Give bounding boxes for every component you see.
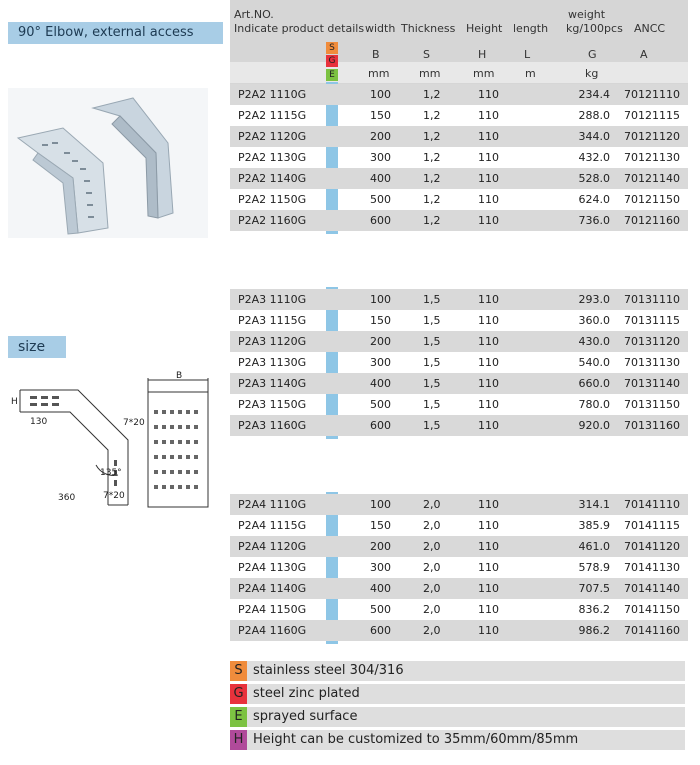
legend-text: stainless steel 304/316: [253, 663, 404, 678]
legend-sprayed: [230, 707, 685, 727]
hdr-sym-h: H: [478, 48, 487, 61]
table-row: P2A4 1110G 100 2,0 110 314.1 70141110: [230, 494, 688, 515]
hdr-sym-b: B: [372, 48, 380, 61]
table-row: P2A3 1115G 150 1,5 110 360.0 70131115: [238, 314, 680, 327]
table-row: P2A2 1160G 600 1,2 110 736.0 70121160: [230, 210, 688, 231]
table-row: P2A2 1115G 150 1,2 110 288.0 70121115: [238, 109, 680, 122]
table-row: P2A4 1115G 150 2,0 110 385.9 70141115: [238, 519, 680, 532]
hdr-art-no: Art.NO.: [234, 8, 274, 21]
hdr-ancc: ANCC: [634, 22, 666, 35]
hdr-indicate: Indicate product details: [234, 22, 365, 35]
legend-badge-h: H: [230, 730, 247, 750]
table-row: P2A4 1130G 300 2,0 110 578.9 70141130: [238, 561, 680, 574]
table-row: P2A2 1130G 300 1,2 110 432.0 70121130: [238, 151, 680, 164]
legend-text: steel zinc plated: [253, 686, 360, 701]
hdr-sym-a: A: [640, 48, 648, 61]
dimension-drawing: [8, 370, 223, 515]
hdr-unit-b: mm: [368, 67, 390, 80]
table-row: P2A2 1150G 500 1,2 110 624.0 70121150: [238, 193, 680, 206]
hdr-thickness: Thickness: [401, 22, 456, 35]
legend-zinc: [230, 684, 685, 704]
table-row: P2A2 1120G 200 1,2 110 344.0 70121120: [230, 126, 688, 147]
legend-stainless: [230, 661, 685, 681]
marker-s: S: [326, 42, 338, 54]
hdr-height: Height: [466, 22, 503, 35]
table-row: P2A4 1160G 600 2,0 110 986.2 70141160: [230, 620, 688, 641]
hdr-sym-g: G: [588, 48, 597, 61]
legend-badge-g: G: [230, 684, 247, 704]
hdr-unit-g: kg: [585, 67, 599, 80]
table-row: P2A3 1130G 300 1,5 110 540.0 70131130: [238, 356, 680, 369]
table-row: P2A2 1140G 400 1,2 110 528.0 70121140: [230, 168, 688, 189]
table-row: P2A3 1110G 100 1,5 110 293.0 70131110: [230, 289, 688, 310]
marker-g: G: [326, 55, 338, 67]
hdr-length: length: [513, 22, 549, 35]
dim-720-bottom-text: 7*20: [103, 491, 125, 501]
hdr-sym-l: L: [524, 48, 531, 61]
hdr-weight: weight: [568, 8, 606, 21]
table-row: P2A4 1120G 200 2,0 110 461.0 70141120: [230, 536, 688, 557]
hdr-unit-l: m: [525, 67, 536, 80]
legend-badge-s: S: [230, 661, 247, 681]
dim-b-text: B: [176, 371, 183, 381]
size-label: size: [8, 336, 66, 358]
legend-text: Height can be customized to 35mm/60mm/85mm: [253, 732, 579, 747]
product-photo: [8, 88, 208, 238]
dim-130-text: 130: [30, 417, 48, 427]
dim-360-text: 360: [58, 493, 76, 503]
table-row: P2A4 1150G 500 2,0 110 836.2 70141150: [238, 603, 680, 616]
table-row: P2A3 1150G 500 1,5 110 780.0 70131150: [238, 398, 680, 411]
dim-135-text: 135°: [100, 468, 122, 478]
table-row: P2A3 1140G 400 1,5 110 660.0 70131140: [230, 373, 688, 394]
units-band: [230, 62, 688, 83]
dim-h-text: H: [11, 397, 18, 407]
legend-height: [230, 730, 685, 750]
legend-text: sprayed surface: [253, 709, 358, 724]
product-title: 90° Elbow, external access: [8, 22, 223, 44]
hdr-width: width: [365, 22, 396, 35]
hdr-sym-s: S: [423, 48, 430, 61]
legend-badge-e: E: [230, 707, 247, 727]
dim-720-top-text: 7*20: [123, 418, 145, 428]
table-row: P2A3 1120G 200 1,5 110 430.0 70131120: [230, 331, 688, 352]
table-row: P2A4 1140G 400 2,0 110 707.5 70141140: [230, 578, 688, 599]
marker-e: E: [326, 69, 338, 81]
hdr-unit-s: mm: [419, 67, 441, 80]
hdr-weight-unit: kg/100pcs: [566, 22, 623, 35]
table-row: P2A3 1160G 600 1,5 110 920.0 70131160: [230, 415, 688, 436]
hdr-unit-h: mm: [473, 67, 495, 80]
table-row: P2A2 1110G 100 1,2 110 234.4 70121110: [230, 84, 688, 105]
